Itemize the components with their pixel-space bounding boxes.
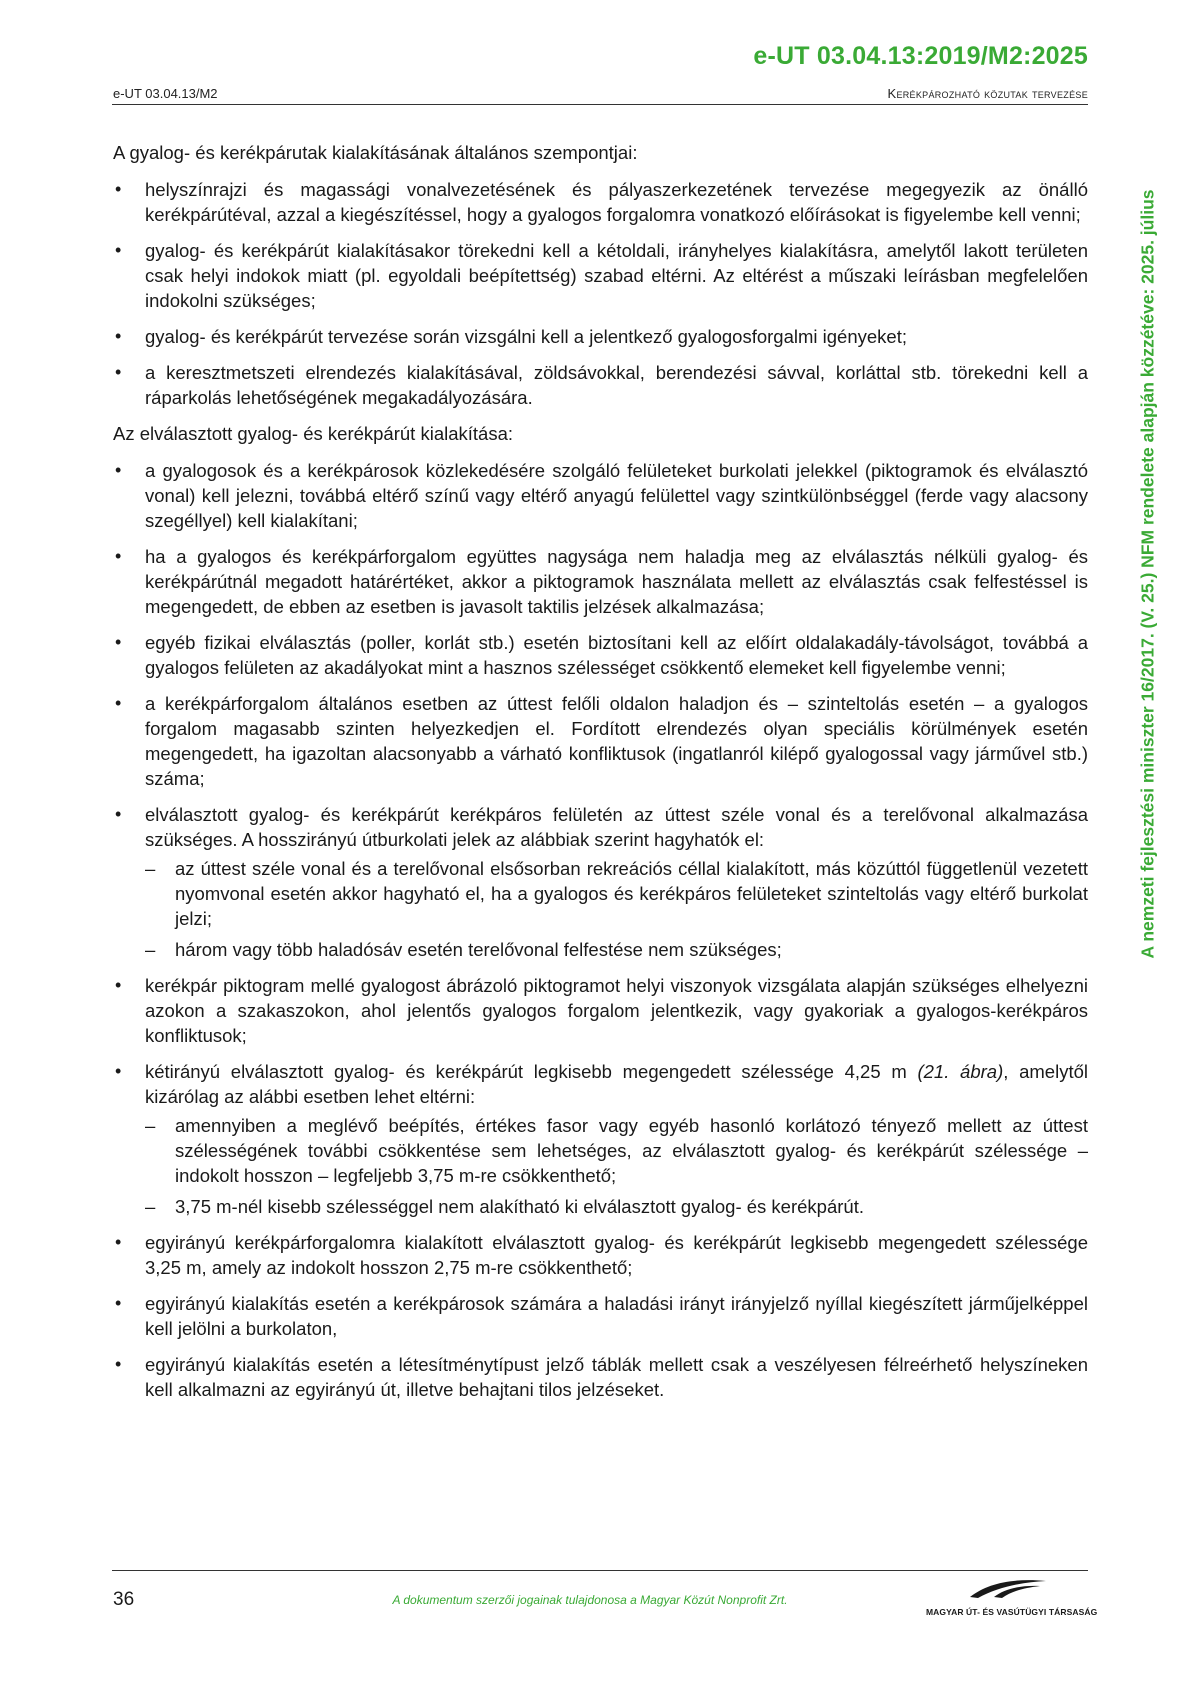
header-document-id: e-UT 03.04.13/M2 bbox=[113, 86, 218, 101]
list-item: • a kerékpárforgalom általános esetben az úttest felőli oldalon haladjon és – szinteltolás esetén – a gyalogos forgalom magasabb szinten helyezkedjen el. Fordított elrendezés olyan speciális körülmények esetén megengedett, ha igazoltan alacsonyabb a várható konfliktusok (ingatlanról kilépő gyalogossal vagy járművel stb.) száma; bbox=[113, 691, 1088, 791]
footer-divider bbox=[112, 1570, 1088, 1571]
sub-list bbox=[145, 1113, 1088, 1219]
general-aspects-list bbox=[113, 177, 1088, 410]
list-item bbox=[113, 802, 1088, 962]
sub-list bbox=[145, 856, 1088, 962]
list-item: • egyéb fizikai elválasztás (poller, korlát stb.) esetén biztosítani kell az előírt oldalakadály-távolságot, továbbá a gyalogos felületen az akadályokat mint a hasznos szélességet csökkentő elemeket kell figyelembe venni; bbox=[113, 630, 1088, 680]
page-number: 36 bbox=[113, 1589, 135, 1610]
section-heading-separated: Az elválasztott gyalog- és kerékpárút kialakítása: bbox=[113, 423, 513, 444]
sub-list-item: – az úttest széle vonal és a terelővonal elsősorban rekreációs céllal kialakított, más közúttól függetlenül vezetett nyomvonal esetén akkor hagyható el, ha a gyalogos és kerékpáros felületeket szinteltolás vagy eltérő burkolat jelzi; bbox=[145, 856, 1088, 931]
list-item-text-cont: , amelytől kizárólag az alábbi esetben lehet eltérni: bbox=[145, 1061, 1088, 1107]
list-item-text: kétirányú elválasztott gyalog- és kerékpárút legkisebb megengedett szélessége 4,25 m bbox=[145, 1061, 918, 1082]
list-item: • egyirányú kialakítás esetén a kerékpárosok számára a haladási irányt irányjelző nyíllal kiegészített járműjelképpel kell jelölni a burkolaton, bbox=[113, 1291, 1088, 1341]
list-item: • kerékpár piktogram mellé gyalogost ábrázoló piktogramot helyi viszonyok vizsgálata alapján szükséges elhelyezni azokon a szakaszokon, ahol jelentős gyalogos forgalom jelentkezik, vagy gyakoriak a gyalogos-kerékpáros konfliktusok; bbox=[113, 973, 1088, 1048]
document-code: e-UT 03.04.13:2019/M2:2025 bbox=[753, 42, 1088, 70]
sub-list-item: – amennyiben a meglévő beépítés, értékes fasor vagy egyéb hasonló korlátozó tényező mellett az úttest szélességének további csökkentése sem lehetséges, az elválasztott gyalog- és kerékpárút szélessége – indokolt hosszon – legfeljebb 3,75 m-re csökkenthető; bbox=[145, 1113, 1088, 1188]
logo-text: MAGYAR ÚT- ÉS VASÚTÜGYI TÁRSASÁG bbox=[926, 1607, 1098, 1617]
header-document-title: Kerékpározható közutak tervezése bbox=[887, 86, 1088, 101]
page-content bbox=[113, 140, 1088, 1413]
copyright-notice: A dokumentum szerzői jogainak tulajdonosa a Magyar Közút Nonprofit Zrt. bbox=[392, 1593, 788, 1607]
list-item: • helyszínrajzi és magassági vonalvezetésének és pályaszerkezetének tervezése megegyezik az önálló kerékpárútéval, azzal a kiegészítéssel, hogy a gyalogos forgalomra vonatkozó előírásokat is figyelembe kell venni; bbox=[113, 177, 1088, 227]
figure-reference: (21. ábra) bbox=[917, 1061, 1004, 1082]
section-heading-general: A gyalog- és kerékpárutak kialakításának általános szempontjai: bbox=[113, 142, 638, 163]
list-item: • a keresztmetszeti elrendezés kialakításával, zöldsávokkal, berendezési sávval, korláttal stb. törekedni kell a ráparkolás lehetőségének megakadályozására. bbox=[113, 360, 1088, 410]
list-item bbox=[113, 1059, 1088, 1219]
road-swoosh-icon bbox=[968, 1577, 1048, 1599]
list-item: • gyalog- és kerékpárút kialakításakor törekedni kell a kétoldali, irányhelyes kialakításra, amelytől lakott területen csak helyi indokok miatt (pl. egyoldali beépítettség) szabad eltérni. Az eltérést a műszaki leírásban megfelelően indokolni szükséges; bbox=[113, 238, 1088, 313]
list-item: • egyirányú kialakítás esetén a létesítménytípust jelző táblák mellett csak a veszélyesen félreérhető helyszíneken kell alkalmazni az egyirányú út, illetve behajtani tilos jelzéseket. bbox=[113, 1352, 1088, 1402]
sub-list-item: – 3,75 m-nél kisebb szélességgel nem alakítható ki elválasztott gyalog- és kerékpárút. bbox=[145, 1194, 1088, 1219]
list-item: • egyirányú kerékpárforgalomra kialakított elválasztott gyalog- és kerékpárút legkisebb megengedett szélessége 3,25 m, amely az indokolt hosszon 2,75 m-re csökkenthető; bbox=[113, 1230, 1088, 1280]
side-note-text: A nemzeti fejlesztési miniszter 16/2017. (V. 25.) NFM rendelete alapján közzétéve: 2025. július bbox=[1137, 189, 1158, 959]
list-item: • gyalog- és kerékpárút tervezése során vizsgálni kell a jelentkező gyalogosforgalmi igényeket; bbox=[113, 324, 1088, 349]
sub-list-item: – három vagy több haladósáv esetén terelővonal felfestése nem szükséges; bbox=[145, 937, 1088, 962]
header-divider bbox=[112, 104, 1088, 105]
list-item-text: elválasztott gyalog- és kerékpárút kerékpáros felületén az úttest széle vonal és a terelővonal alkalmazása szükséges. A hosszirányú útburkolati jelek az alábbiak szerint hagyhatók el: bbox=[145, 804, 1088, 850]
list-item: • ha a gyalogos és kerékpárforgalom együttes nagysága nem haladja meg az elválasztás nélküli gyalog- és kerékpárútnál megadott határértéket, akkor a piktogramok használata mellett az elválasztás csak felfestéssel is megengedett, de ebben az esetben is javasolt taktilis jelzések alkalmazása; bbox=[113, 544, 1088, 619]
separated-path-list bbox=[113, 458, 1088, 1402]
society-logo bbox=[926, 1577, 1098, 1617]
list-item: • a gyalogosok és a kerékpárosok közlekedésére szolgáló felületeket burkolati jelekkel (piktogramok és elválasztó vonal) kell jelezni, továbbá eltérő színű vagy eltérő anyagú felülettel vagy szintkülönbséggel (ferde vagy alacsony szegéllyel) kell kialakítani; bbox=[113, 458, 1088, 533]
